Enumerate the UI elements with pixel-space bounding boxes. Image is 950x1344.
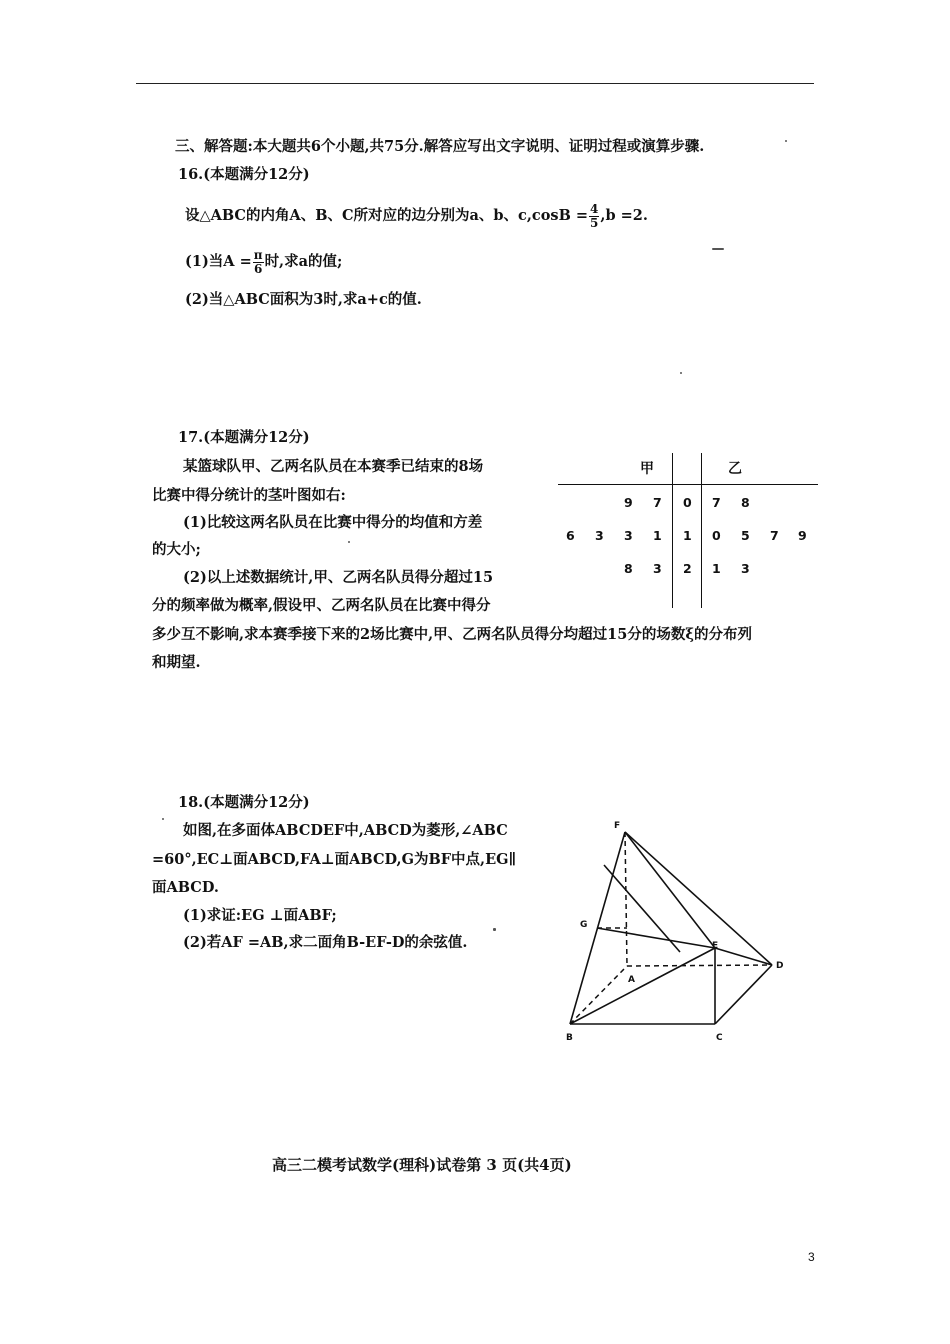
q17-line5: (2)以上述数据统计,甲、乙两名队员得分超过15 [183, 569, 494, 586]
leaf-left: 3 [595, 528, 604, 543]
q16-header: 16.(本题满分12分) [178, 166, 310, 183]
edge-AD-hidden [627, 965, 772, 966]
leaf-right: 0 [712, 528, 721, 543]
q18-line2: =60°,EC⊥面ABCD,FA⊥面ABCD,G为BF中点,EG∥ [152, 851, 517, 868]
label-D: D [776, 961, 784, 971]
q17-line4: 的大小; [152, 541, 201, 558]
q17-line3: (1)比较这两名队员在比赛中得分的均值和方差 [183, 514, 483, 531]
leaf-right: 5 [741, 528, 750, 543]
header-rule [136, 83, 814, 84]
stem-leaf-right-header: 乙 [728, 461, 742, 477]
edge-GE [597, 928, 715, 948]
q16-fraction [589, 203, 599, 229]
q16-stem [185, 202, 648, 230]
q17-line6: 分的频率做为概率,假设甲、乙两名队员在比赛中得分 [152, 597, 491, 614]
leaf-right: 1 [712, 561, 721, 576]
q18-line3: 面ABCD. [152, 879, 219, 896]
stem: 0 [683, 495, 692, 510]
q17-line1: 某篮球队甲、乙两名队员在本赛季已结束的8场 [183, 458, 484, 475]
q16-part1-pre: (1)当A = [185, 253, 252, 270]
q16-part1 [185, 248, 342, 276]
scan-speck [680, 372, 682, 374]
label-B: B [566, 1033, 573, 1043]
scan-speck [162, 818, 164, 820]
q16-part2: (2)当△ABC面积为3时,求a+c的值. [185, 291, 422, 308]
q16-stem-post: ,b =2. [600, 207, 648, 224]
leaf-right: 9 [798, 528, 807, 543]
label-F: F [614, 821, 621, 831]
leaf-left: 6 [566, 528, 575, 543]
q18-part2: (2)若AF =AB,求二面角B-EF-D的余弦值. [183, 934, 468, 951]
scan-speck [785, 140, 787, 142]
edge-FA-hidden [625, 832, 627, 966]
q16-frac-den: 5 [590, 215, 599, 230]
label-G: G [580, 920, 588, 930]
section-heading: 三、解答题:本大题共6个小题,共75分.解答应写出文字说明、证明过程或演算步骤. [175, 138, 705, 155]
scan-speck [348, 541, 350, 543]
leaf-left: 1 [653, 528, 662, 543]
q17-line7: 多少互不影响,求本赛季接下来的2场比赛中,甲、乙两名队员得分均超过15分的场数ξ的分布列 [152, 626, 752, 643]
q16-frac-num: 4 [590, 201, 599, 216]
edge-FE [625, 832, 715, 948]
q18-line1: 如图,在多面体ABCDEF中,ABCD为菱形,∠ABC [183, 822, 508, 839]
edge-CD [715, 965, 772, 1024]
stem-leaf-header-rule [558, 484, 818, 485]
q16-part1-num: π [253, 247, 263, 262]
leaf-right: 7 [770, 528, 779, 543]
leaf-left: 3 [653, 561, 662, 576]
page-number: 3 [808, 1250, 815, 1264]
q16-part1-den: 6 [253, 261, 263, 276]
q17-line8: 和期望. [152, 654, 201, 671]
footer: 高三二模考试数学(理科)试卷第 3 页(共4页) [272, 1156, 572, 1174]
label-E: E [712, 941, 719, 951]
scan-speck [493, 928, 496, 931]
stem-leaf-divider-left [672, 453, 673, 608]
q16-part1-post: 时,求a的值; [264, 253, 343, 270]
leaf-left: 3 [624, 528, 633, 543]
q17-header: 17.(本题满分12分) [178, 429, 310, 446]
leaf-right: 3 [741, 561, 750, 576]
stem-leaf-plot [558, 453, 818, 608]
label-C: C [716, 1033, 723, 1043]
polyhedron-figure [560, 817, 790, 1057]
stem-leaf-divider-right [701, 453, 702, 608]
leaf-right: 8 [741, 495, 750, 510]
label-A: A [628, 975, 635, 985]
q16-stem-pre: 设△ABC的内角A、B、C所对应的边分别为a、b、c,cosB = [185, 207, 589, 224]
edge-BE [570, 948, 715, 1024]
stem: 2 [683, 561, 692, 576]
scan-mark [712, 248, 724, 250]
leaf-left: 8 [624, 561, 633, 576]
leaf-left: 9 [624, 495, 633, 510]
leaf-right: 7 [712, 495, 721, 510]
stem: 1 [683, 528, 692, 543]
edge-FE-inner [604, 865, 680, 952]
q18-header: 18.(本题满分12分) [178, 794, 310, 811]
stem-leaf-left-header: 甲 [640, 461, 654, 477]
q18-part1: (1)求证:EG ⊥面ABF; [183, 907, 337, 924]
q16-part1-fraction [253, 249, 264, 275]
q17-line2: 比赛中得分统计的茎叶图如右: [152, 487, 346, 504]
leaf-left: 7 [653, 495, 662, 510]
